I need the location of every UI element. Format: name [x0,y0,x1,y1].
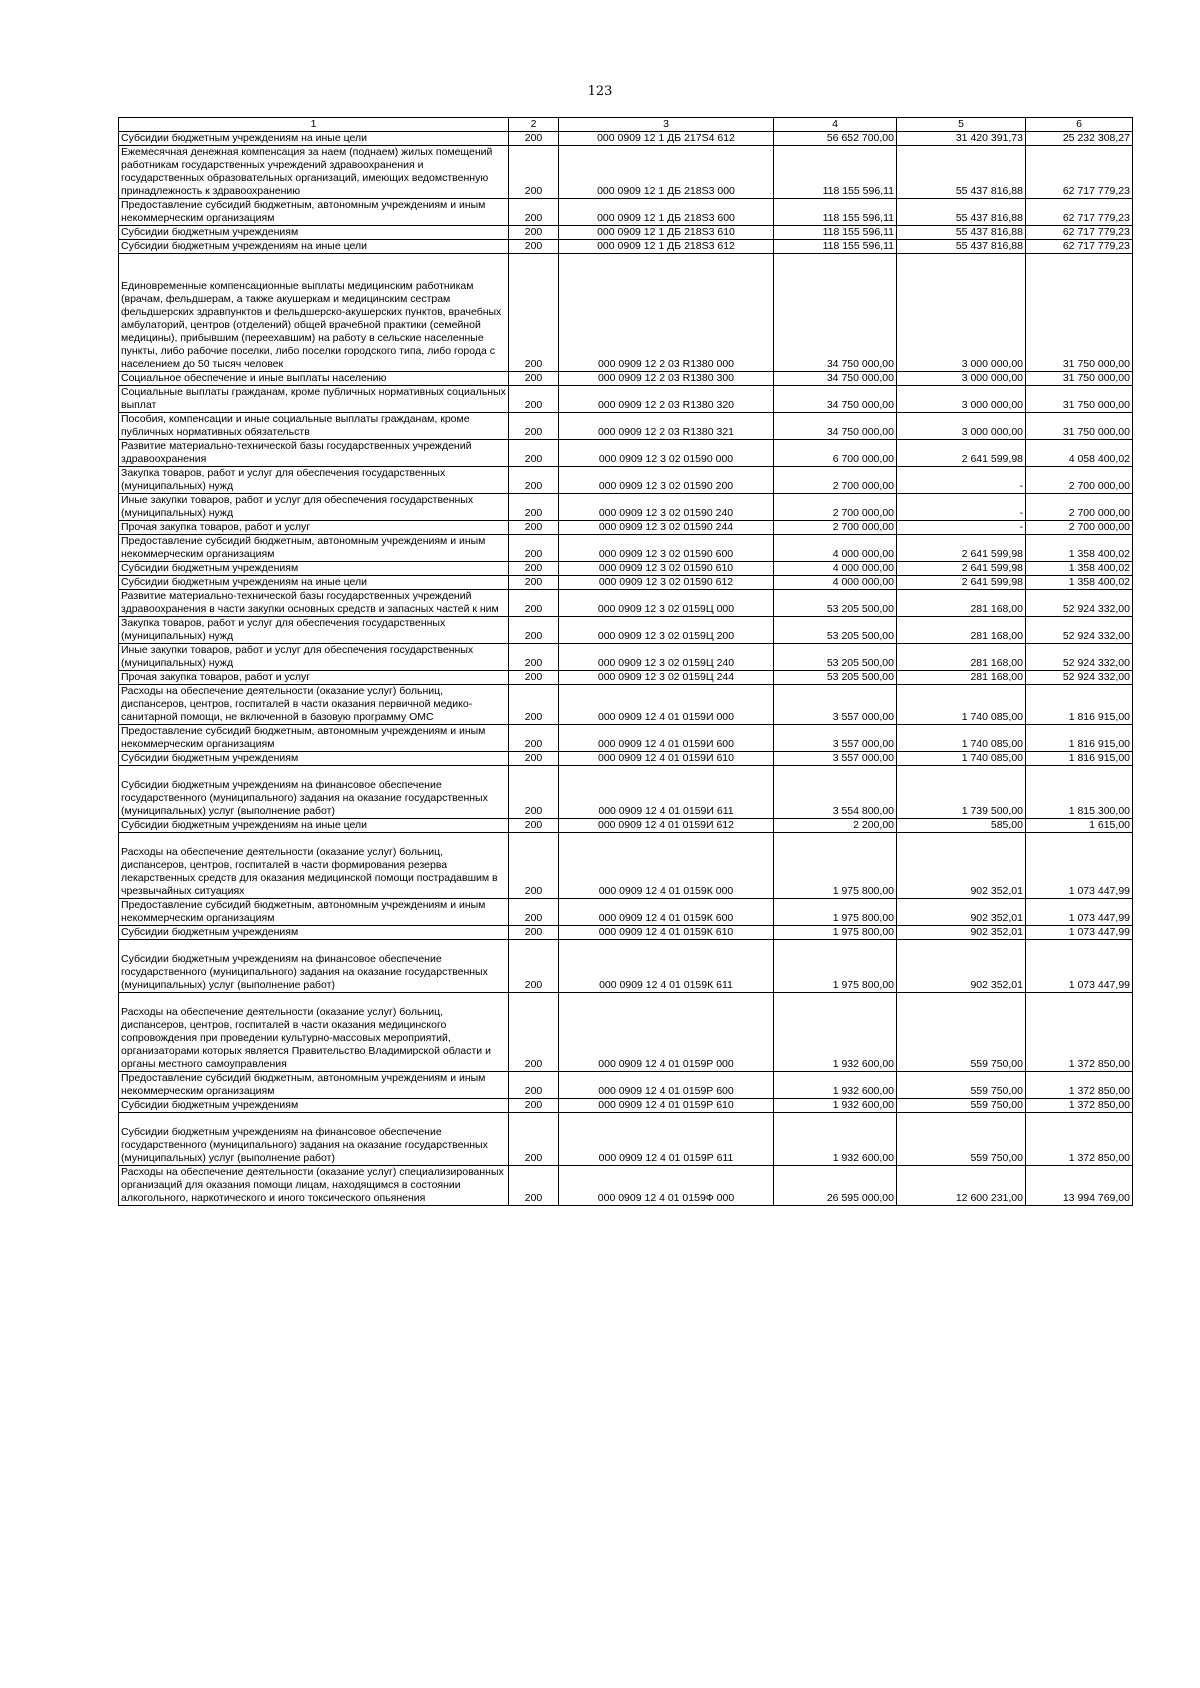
cell-classification-code: 000 0909 12 1 ДБ 218S3 600 [559,199,774,226]
cell-executed-amount: 559 750,00 [897,1099,1026,1113]
cell-expense-name: Предоставление субсидий бюджетным, автономным учреждениям и иным некоммерческим организациям [119,725,509,752]
cell-classification-code: 000 0909 12 4 01 0159И 000 [559,685,774,725]
cell-approved-amount: 1 932 600,00 [774,993,897,1072]
cell-remaining-amount: 2 700 000,00 [1026,467,1133,494]
cell-admin-code: 200 [509,617,559,644]
cell-approved-amount: 118 155 596,11 [774,199,897,226]
cell-remaining-amount: 62 717 779,23 [1026,146,1133,199]
cell-approved-amount: 3 557 000,00 [774,752,897,766]
cell-approved-amount: 3 557 000,00 [774,685,897,725]
cell-expense-name: Закупка товаров, работ и услуг для обеспечения государственных (муниципальных) нужд [119,617,509,644]
table-row [119,926,1133,940]
cell-remaining-amount: 1 372 850,00 [1026,1099,1133,1113]
cell-remaining-amount: 1 073 447,99 [1026,899,1133,926]
cell-approved-amount: 2 700 000,00 [774,467,897,494]
cell-expense-name: Социальное обеспечение и иные выплаты населению [119,372,509,386]
cell-expense-name: Субсидии бюджетным учреждениям на финансовое обеспечение государственного (муниципального) задания на оказание государственных (муниципальных) услуг (выполнение работ) [119,766,509,819]
cell-expense-name: Расходы на обеспечение деятельности (оказание услуг) больниц, диспансеров, центров, госпиталей в части формирования резерва лекарственных средств для оказания медицинской помощи пострадавшим в чрезвычайных ситуациях [119,833,509,899]
cell-admin-code: 200 [509,899,559,926]
cell-expense-name: Субсидии бюджетным учреждениям [119,926,509,940]
cell-approved-amount: 118 155 596,11 [774,146,897,199]
cell-approved-amount: 1 975 800,00 [774,926,897,940]
cell-executed-amount: 1 740 085,00 [897,725,1026,752]
table-row [119,833,1133,899]
table-row [119,752,1133,766]
cell-approved-amount: 4 000 000,00 [774,576,897,590]
cell-admin-code: 200 [509,132,559,146]
cell-classification-code: 000 0909 12 3 02 01590 610 [559,562,774,576]
cell-executed-amount: 3 000 000,00 [897,386,1026,413]
cell-expense-name: Субсидии бюджетным учреждениям на иные цели [119,819,509,833]
table-row [119,685,1133,725]
cell-admin-code: 200 [509,576,559,590]
table-row [119,993,1133,1072]
cell-admin-code: 200 [509,146,559,199]
cell-expense-name: Пособия, компенсации и иные социальные выплаты гражданам, кроме публичных нормативных обязательств [119,413,509,440]
cell-approved-amount: 3 554 800,00 [774,766,897,819]
table-row [119,146,1133,199]
cell-remaining-amount: 1 358 400,02 [1026,576,1133,590]
column-header: 1 [119,118,509,132]
cell-executed-amount: 559 750,00 [897,993,1026,1072]
cell-approved-amount: 26 595 000,00 [774,1166,897,1206]
table-row [119,644,1133,671]
cell-expense-name: Субсидии бюджетным учреждениям [119,752,509,766]
cell-classification-code: 000 0909 12 3 02 01590 612 [559,576,774,590]
cell-approved-amount: 53 205 500,00 [774,644,897,671]
cell-executed-amount: 559 750,00 [897,1113,1026,1166]
cell-expense-name: Субсидии бюджетным учреждениям на иные цели [119,576,509,590]
cell-classification-code: 000 0909 12 4 01 0159К 611 [559,940,774,993]
cell-executed-amount: 55 437 816,88 [897,146,1026,199]
cell-approved-amount: 53 205 500,00 [774,671,897,685]
cell-classification-code: 000 0909 12 4 01 0159К 600 [559,899,774,926]
cell-remaining-amount: 1 073 447,99 [1026,940,1133,993]
cell-executed-amount: - [897,467,1026,494]
cell-executed-amount: 902 352,01 [897,833,1026,899]
cell-remaining-amount: 62 717 779,23 [1026,240,1133,254]
cell-executed-amount: 902 352,01 [897,926,1026,940]
cell-approved-amount: 118 155 596,11 [774,226,897,240]
table-row [119,386,1133,413]
cell-admin-code: 200 [509,1166,559,1206]
cell-approved-amount: 2 700 000,00 [774,494,897,521]
cell-executed-amount: 585,00 [897,819,1026,833]
column-header: 4 [774,118,897,132]
cell-executed-amount: - [897,494,1026,521]
cell-remaining-amount: 52 924 332,00 [1026,617,1133,644]
cell-approved-amount: 2 200,00 [774,819,897,833]
cell-admin-code: 200 [509,226,559,240]
cell-approved-amount: 1 975 800,00 [774,899,897,926]
cell-classification-code: 000 0909 12 3 02 01590 600 [559,535,774,562]
cell-approved-amount: 4 000 000,00 [774,535,897,562]
cell-expense-name: Предоставление субсидий бюджетным, автономным учреждениям и иным некоммерческим организациям [119,899,509,926]
cell-executed-amount: 55 437 816,88 [897,199,1026,226]
table-row [119,1072,1133,1099]
cell-classification-code: 000 0909 12 4 01 0159И 600 [559,725,774,752]
cell-admin-code: 200 [509,386,559,413]
cell-classification-code: 000 0909 12 4 01 0159И 611 [559,766,774,819]
cell-executed-amount: 12 600 231,00 [897,1166,1026,1206]
cell-remaining-amount: 31 750 000,00 [1026,372,1133,386]
cell-remaining-amount: 1 358 400,02 [1026,562,1133,576]
cell-executed-amount: 281 168,00 [897,590,1026,617]
cell-classification-code: 000 0909 12 4 01 0159К 000 [559,833,774,899]
cell-approved-amount: 1 975 800,00 [774,940,897,993]
cell-remaining-amount: 1 815 300,00 [1026,766,1133,819]
cell-expense-name: Расходы на обеспечение деятельности (оказание услуг) больниц, диспансеров, центров, госпиталей в части оказания медицинского сопровождения при проведении культурно-массовых мероприятий, организаторами которых является Правительство Владимирской области и органы местного самоуправления [119,993,509,1072]
cell-admin-code: 200 [509,467,559,494]
table-body [119,132,1133,1206]
cell-remaining-amount: 31 750 000,00 [1026,386,1133,413]
column-header: 6 [1026,118,1133,132]
cell-executed-amount: 2 641 599,98 [897,440,1026,467]
cell-expense-name: Предоставление субсидий бюджетным, автономным учреждениям и иным некоммерческим организациям [119,199,509,226]
cell-classification-code: 000 0909 12 3 02 01590 244 [559,521,774,535]
cell-expense-name: Расходы на обеспечение деятельности (оказание услуг) больниц, диспансеров, центров, госпиталей в части оказания первичной медико-санитарной помощи, не включенной в базовую программу ОМС [119,685,509,725]
cell-executed-amount: 559 750,00 [897,1072,1026,1099]
cell-admin-code: 200 [509,494,559,521]
cell-remaining-amount: 1 372 850,00 [1026,993,1133,1072]
cell-approved-amount: 1 932 600,00 [774,1099,897,1113]
cell-admin-code: 200 [509,199,559,226]
cell-admin-code: 200 [509,1113,559,1166]
table-row [119,1099,1133,1113]
table-row [119,576,1133,590]
cell-admin-code: 200 [509,685,559,725]
cell-executed-amount: 2 641 599,98 [897,576,1026,590]
cell-admin-code: 200 [509,254,559,372]
cell-classification-code: 000 0909 12 1 ДБ 218S3 000 [559,146,774,199]
cell-classification-code: 000 0909 12 4 01 0159Р 610 [559,1099,774,1113]
cell-classification-code: 000 0909 12 3 02 01590 200 [559,467,774,494]
table-row [119,562,1133,576]
cell-executed-amount: 281 168,00 [897,671,1026,685]
cell-expense-name: Развитие материально-технической базы государственных учреждений здравоохранения [119,440,509,467]
cell-expense-name: Субсидии бюджетным учреждениям на иные цели [119,132,509,146]
table-row [119,671,1133,685]
cell-classification-code: 000 0909 12 4 01 0159И 612 [559,819,774,833]
column-header: 3 [559,118,774,132]
column-header: 2 [509,118,559,132]
cell-expense-name: Социальные выплаты гражданам, кроме публичных нормативных социальных выплат [119,386,509,413]
cell-approved-amount: 1 975 800,00 [774,833,897,899]
cell-approved-amount: 2 700 000,00 [774,521,897,535]
cell-executed-amount: 2 641 599,98 [897,535,1026,562]
table-row [119,254,1133,372]
page-number: 123 [587,84,613,99]
cell-admin-code: 200 [509,562,559,576]
cell-approved-amount: 3 557 000,00 [774,725,897,752]
cell-admin-code: 200 [509,833,559,899]
cell-expense-name: Субсидии бюджетным учреждениям [119,226,509,240]
cell-classification-code: 000 0909 12 4 01 0159И 610 [559,752,774,766]
cell-expense-name: Единовременные компенсационные выплаты медицинским работникам (врачам, фельдшерам, а также акушеркам и медицинским сестрам фельдшерских здравпунктов и фельдшерско-акушерских пунктов, врачебных амбулаторий, центров (отделений) общей врачебной практики (семейной медицины), прибывшим (переехавшим) на работу в сельские населенные пункты, либо рабочие поселки, либо поселки городского типа, либо города с населением до 50 тысяч человек [119,254,509,372]
cell-approved-amount: 1 932 600,00 [774,1072,897,1099]
table-row [119,467,1133,494]
cell-classification-code: 000 0909 12 1 ДБ 218S3 612 [559,240,774,254]
cell-remaining-amount: 31 750 000,00 [1026,254,1133,372]
cell-remaining-amount: 1 816 915,00 [1026,685,1133,725]
table-row [119,1166,1133,1206]
cell-approved-amount: 34 750 000,00 [774,413,897,440]
table-row [119,725,1133,752]
cell-approved-amount: 1 932 600,00 [774,1113,897,1166]
cell-classification-code: 000 0909 12 3 02 0159Ц 244 [559,671,774,685]
cell-classification-code: 000 0909 12 3 02 01590 240 [559,494,774,521]
cell-executed-amount: 2 641 599,98 [897,562,1026,576]
cell-remaining-amount: 4 058 400,02 [1026,440,1133,467]
cell-remaining-amount: 31 750 000,00 [1026,413,1133,440]
cell-remaining-amount: 1 816 915,00 [1026,752,1133,766]
cell-admin-code: 200 [509,766,559,819]
cell-expense-name: Иные закупки товаров, работ и услуг для обеспечения государственных (муниципальных) нужд [119,644,509,671]
cell-approved-amount: 56 652 700,00 [774,132,897,146]
cell-remaining-amount: 2 700 000,00 [1026,494,1133,521]
cell-admin-code: 200 [509,940,559,993]
table-row [119,535,1133,562]
cell-expense-name: Иные закупки товаров, работ и услуг для обеспечения государственных (муниципальных) нужд [119,494,509,521]
cell-approved-amount: 53 205 500,00 [774,590,897,617]
cell-classification-code: 000 0909 12 3 02 0159Ц 240 [559,644,774,671]
table-row [119,199,1133,226]
cell-classification-code: 000 0909 12 2 03 R1380 321 [559,413,774,440]
cell-remaining-amount: 62 717 779,23 [1026,199,1133,226]
cell-executed-amount: 3 000 000,00 [897,254,1026,372]
cell-admin-code: 200 [509,440,559,467]
cell-expense-name: Прочая закупка товаров, работ и услуг [119,671,509,685]
cell-classification-code: 000 0909 12 4 01 0159Р 000 [559,993,774,1072]
cell-classification-code: 000 0909 12 3 02 0159Ц 200 [559,617,774,644]
cell-remaining-amount: 1 372 850,00 [1026,1072,1133,1099]
cell-expense-name: Субсидии бюджетным учреждениям [119,1099,509,1113]
table-row [119,521,1133,535]
table-row [119,766,1133,819]
cell-remaining-amount: 1 073 447,99 [1026,833,1133,899]
cell-expense-name: Ежемесячная денежная компенсация за наем (поднаем) жилых помещений работникам государственных учреждений здравоохранения и государственных образовательных организаций, имеющих ведомственную принадлежность к здравоохранению [119,146,509,199]
table-row [119,940,1133,993]
table-row [119,494,1133,521]
table-row [119,590,1133,617]
cell-remaining-amount: 25 232 308,27 [1026,132,1133,146]
cell-admin-code: 200 [509,725,559,752]
cell-executed-amount: 55 437 816,88 [897,240,1026,254]
cell-admin-code: 200 [509,535,559,562]
cell-remaining-amount: 62 717 779,23 [1026,226,1133,240]
cell-classification-code: 000 0909 12 3 02 01590 000 [559,440,774,467]
cell-expense-name: Предоставление субсидий бюджетным, автономным учреждениям и иным некоммерческим организациям [119,535,509,562]
cell-admin-code: 200 [509,590,559,617]
cell-approved-amount: 53 205 500,00 [774,617,897,644]
cell-admin-code: 200 [509,1072,559,1099]
header-row [119,118,1133,132]
cell-expense-name: Закупка товаров, работ и услуг для обеспечения государственных (муниципальных) нужд [119,467,509,494]
cell-classification-code: 000 0909 12 1 ДБ 218S3 610 [559,226,774,240]
cell-admin-code: 200 [509,372,559,386]
table-row [119,372,1133,386]
cell-executed-amount: 1 739 500,00 [897,766,1026,819]
table-row [119,819,1133,833]
cell-expense-name: Субсидии бюджетным учреждениям на иные цели [119,240,509,254]
cell-classification-code: 000 0909 12 4 01 0159Р 600 [559,1072,774,1099]
cell-approved-amount: 34 750 000,00 [774,254,897,372]
budget-table [118,117,1133,1206]
cell-executed-amount: 31 420 391,73 [897,132,1026,146]
cell-expense-name: Развитие материально-технической базы государственных учреждений здравоохранения в части закупки основных средств и запасных частей к ним [119,590,509,617]
cell-admin-code: 200 [509,926,559,940]
cell-executed-amount: 1 740 085,00 [897,752,1026,766]
cell-approved-amount: 118 155 596,11 [774,240,897,254]
table-row [119,240,1133,254]
table-row [119,899,1133,926]
cell-classification-code: 000 0909 12 1 ДБ 217S4 612 [559,132,774,146]
cell-admin-code: 200 [509,644,559,671]
cell-admin-code: 200 [509,671,559,685]
cell-executed-amount: - [897,521,1026,535]
cell-admin-code: 200 [509,521,559,535]
cell-remaining-amount: 1 372 850,00 [1026,1113,1133,1166]
cell-expense-name: Субсидии бюджетным учреждениям на финансовое обеспечение государственного (муниципального) задания на оказание государственных (муниципальных) услуг (выполнение работ) [119,1113,509,1166]
cell-classification-code: 000 0909 12 2 03 R1380 000 [559,254,774,372]
cell-classification-code: 000 0909 12 2 03 R1380 320 [559,386,774,413]
cell-admin-code: 200 [509,752,559,766]
cell-executed-amount: 3 000 000,00 [897,413,1026,440]
cell-executed-amount: 3 000 000,00 [897,372,1026,386]
cell-classification-code: 000 0909 12 2 03 R1380 300 [559,372,774,386]
cell-classification-code: 000 0909 12 4 01 0159Ф 000 [559,1166,774,1206]
cell-expense-name: Предоставление субсидий бюджетным, автономным учреждениям и иным некоммерческим организациям [119,1072,509,1099]
cell-executed-amount: 902 352,01 [897,899,1026,926]
cell-remaining-amount: 1 816 915,00 [1026,725,1133,752]
cell-expense-name: Субсидии бюджетным учреждениям на финансовое обеспечение государственного (муниципального) задания на оказание государственных (муниципальных) услуг (выполнение работ) [119,940,509,993]
cell-classification-code: 000 0909 12 4 01 0159К 610 [559,926,774,940]
cell-executed-amount: 902 352,01 [897,940,1026,993]
cell-remaining-amount: 52 924 332,00 [1026,671,1133,685]
cell-executed-amount: 55 437 816,88 [897,226,1026,240]
table-row [119,1113,1133,1166]
cell-admin-code: 200 [509,1099,559,1113]
cell-admin-code: 200 [509,819,559,833]
cell-admin-code: 200 [509,413,559,440]
column-header: 5 [897,118,1026,132]
table-row [119,617,1133,644]
cell-remaining-amount: 1 073 447,99 [1026,926,1133,940]
table-row [119,132,1133,146]
table-row [119,226,1133,240]
cell-remaining-amount: 2 700 000,00 [1026,521,1133,535]
cell-remaining-amount: 1 358 400,02 [1026,535,1133,562]
cell-remaining-amount: 1 615,00 [1026,819,1133,833]
cell-expense-name: Расходы на обеспечение деятельности (оказание услуг) специализированных организаций для оказания помощи лицам, находящимся в состоянии алкогольного, наркотического и иного токсического опьянения [119,1166,509,1206]
cell-approved-amount: 34 750 000,00 [774,372,897,386]
cell-remaining-amount: 52 924 332,00 [1026,590,1133,617]
cell-classification-code: 000 0909 12 4 01 0159Р 611 [559,1113,774,1166]
cell-classification-code: 000 0909 12 3 02 0159Ц 000 [559,590,774,617]
table-row [119,413,1133,440]
cell-expense-name: Прочая закупка товаров, работ и услуг [119,521,509,535]
cell-admin-code: 200 [509,993,559,1072]
cell-remaining-amount: 13 994 769,00 [1026,1166,1133,1206]
cell-admin-code: 200 [509,240,559,254]
cell-approved-amount: 6 700 000,00 [774,440,897,467]
table-row [119,440,1133,467]
cell-executed-amount: 1 740 085,00 [897,685,1026,725]
cell-remaining-amount: 52 924 332,00 [1026,644,1133,671]
cell-executed-amount: 281 168,00 [897,644,1026,671]
cell-approved-amount: 4 000 000,00 [774,562,897,576]
cell-expense-name: Субсидии бюджетным учреждениям [119,562,509,576]
cell-approved-amount: 34 750 000,00 [774,386,897,413]
cell-executed-amount: 281 168,00 [897,617,1026,644]
